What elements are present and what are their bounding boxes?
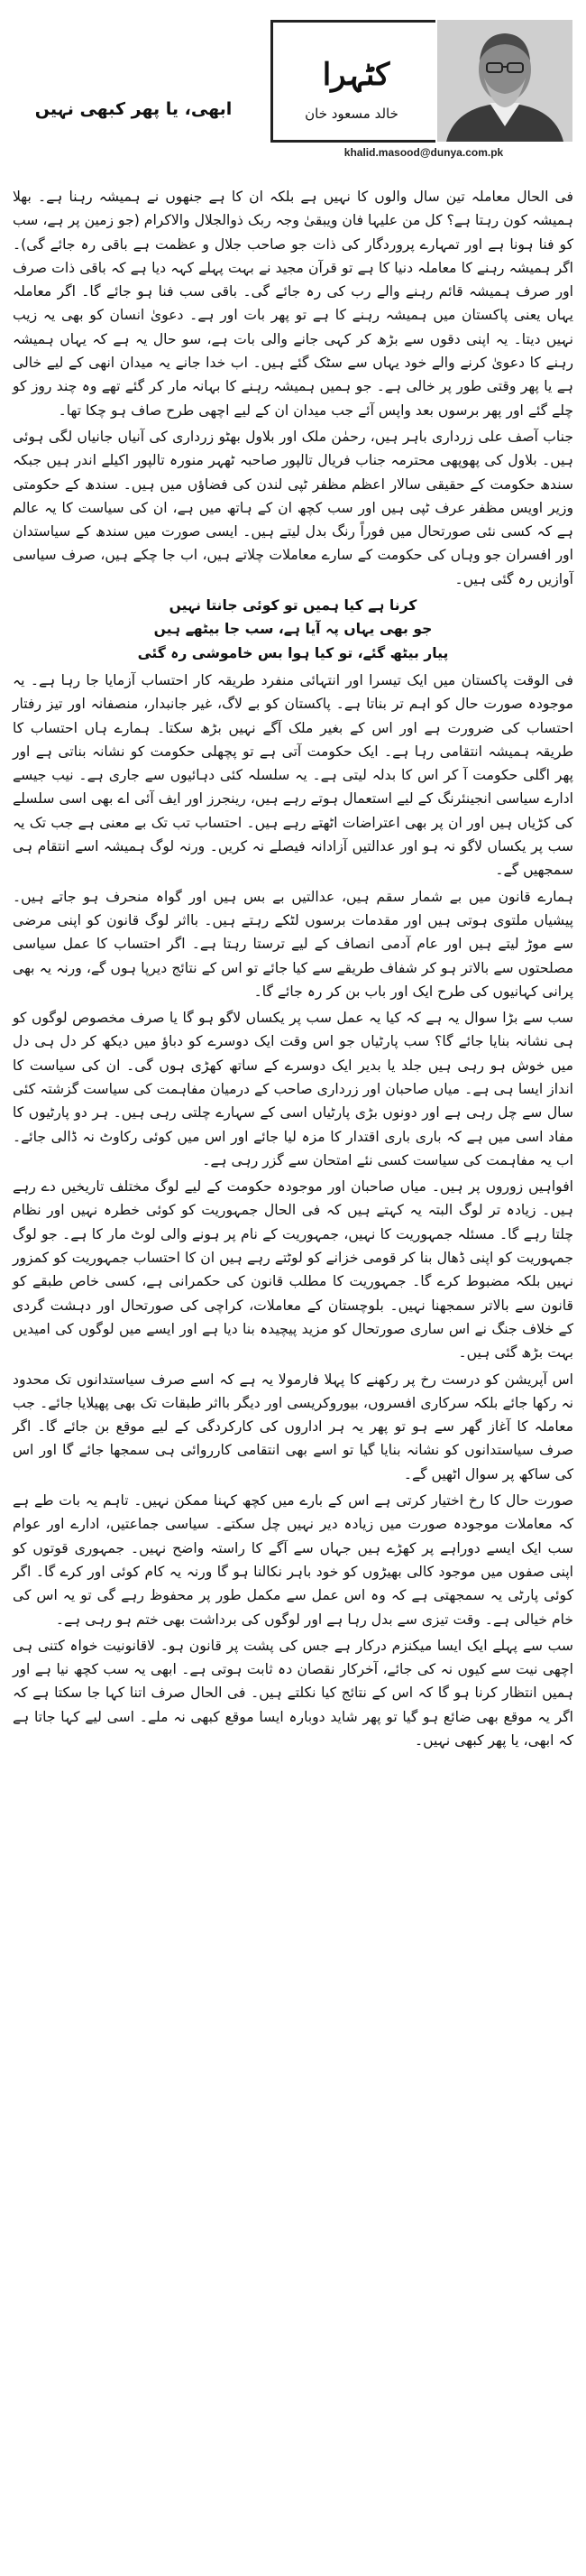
paragraph: ہمارے قانون میں بے شمار سقم ہیں، عدالتیں بے بس ہیں اور گواہ منحرف ہو جاتے ہیں۔ پیشیاں ملتوی ہوتی ہیں اور مقدمات برسوں لٹکے رہتے ہیں۔ بااثر لوگ قانون کو اپنی مرضی سے موڑ لیتے ہیں اور عام آدمی انصاف کے لیے ترستا رہتا ہے۔ اگر احتساب کا عمل سیاسی مصلحتوں سے بالاتر ہو کر شفاف طریقے سے کیا جائے تو اس کے نتائج دیرپا ہوں گے، ورنہ یہ بھی پرانی کہانیوں کی طرح ایک اور باب بن کر رہ جائے گا۔ — [13, 888, 573, 1000]
verse-block — [13, 594, 573, 665]
verse-line: کرنا ہے کیا ہمیں تو کوئی جانتا نہیں — [169, 597, 417, 614]
paragraph: اس آپریشن کو درست رخ پر رکھنے کا پہلا فارمولا یہ ہے کہ اسے صرف سیاستدانوں تک محدود نہ رکھا جائے بلکہ سرکاری افسروں، بیوروکریسی اور دیگر بااثر طبقات تک بھی پھیلایا جائے۔ جب معاملہ کا آغاز گھر سے ہو تو پھر یہ ہر اداروں کی کارکردگی کے لیے موقع بن جائے گا۔ اگر صرف سیاستدانوں کو نشانہ بنایا گیا تو اسے بھی انتقامی کارروائی ہی سمجھا جائے گا اور اس کی ساکھ پر سوال اٹھیں گے۔ — [13, 1371, 573, 1482]
writer-portrait-image — [437, 20, 572, 142]
article-body — [13, 185, 573, 1755]
paragraph: فی الحال معاملہ تین سال والوں کا نہیں ہے بلکہ ان کا ہے جنھوں نے ہمیشہ رہنا ہے۔ بھلا ہمیشہ کون رہتا ہے؟ کل من علیہا فان ویبقیٰ وجہ ربک ذوالجلال والاکرام (جو زمین پر ہے، سب کو فنا ہونا ہے اور تمہارے پروردگار کی ذات جو صاحب جلال و عظمت ہے باقی رہ جائے گی)۔ اگر ہمیشہ رہنے کا معاملہ دنیا کا ہے تو قرآن مجید نے بہت پہلے کہہ دیا ہے کہ باقی ذات صرف اور صرف ہمیشہ قائم رہنے والے رب کی رہ جائے گی۔ باقی سب فنا ہو جائے گا۔ اگر معاملہ یہاں یعنی پاکستان میں ہمیشہ رہنے کا ہے تو پھر بات اور ہے۔ دعویٰ انسان کو بھی یہ زیب نہیں دیتا۔ یہ اپنی دقوں سے بڑھ کر کہی جانے والی بات ہے، سو حال یہ ہے کہ یہاں ہمیشہ رہنے کا دعویٰ کرنے والے خود یہاں سے سٹک گئے ہیں۔ اب خدا جانے یہ میدان انھی کے لیے خالی ہے یا پھر وقتی طور پر خالی ہے۔ جو ہمیں ہمیشہ رہنے کا بہانہ مار کر گئے تھے وہ چند روز کو چلے گئے اور پھر برسوں بعد واپس آئے جب میدان ان کے لیے اچھی طرح صاف ہو چکا تھا۔ — [13, 189, 573, 419]
paragraph: صورت حال کا رخ اختیار کرتی ہے اس کے بارے میں کچھ کہنا ممکن نہیں۔ تاہم یہ بات طے ہے کہ معاملات موجودہ صورت میں زیادہ دیر نہیں چل سکتے۔ سیاسی جماعتیں، ادارے اور عوام سب ایک ایسے دوراہے پر کھڑے ہیں جہاں سے آگے کا راستہ واضح نہیں۔ جمہوری قوتوں کو اپنی صفوں میں موجود کالی بھیڑوں کو خود باہر نکالنا ہو گا ورنہ یہ کام کوئی اور کرے گا۔ اگر کوئی پارٹی یہ سمجھتی ہے کہ وہ اس عمل سے مکمل طور پر محفوظ رہے گی تو یہ اس کی خام خیالی ہے۔ وقت تیزی سے بدل رہا ہے اور لوگوں کی برداشت بھی ختم ہو رہی ہے۔ — [13, 1492, 573, 1628]
verse-line: پیار بیٹھ گئے، تو کیا ہوا بس خاموشی رہ گئی — [137, 644, 449, 661]
writer-photo — [437, 20, 572, 142]
paragraph: سب سے پہلے ایک ایسا میکنزم درکار ہے جس کی پشت پر قانون ہو۔ لاقانونیت خواہ کتنی ہی اچھی نیت سے کیوں نہ کی جائے، آخرکار نقصان دہ ثابت ہوتی ہے۔ ابھی یہ سب کچھ نیا ہے اور ہمیں انتظار کرنا ہو گا کہ اس کے نتائج کیا نکلتے ہیں۔ فی الحال صرف اتنا کہا جا سکتا ہے کہ اگر یہ موقع بھی ضائع ہو گیا تو پھر شاید دوبارہ ایسا موقع کبھی نہ ملے۔ اسی لیے کہا جاتا ہے کہ ابھی، یا پھر کبھی نہیں۔ — [13, 1637, 573, 1749]
writer-email: khalid.masood@dunya.com.pk — [343, 146, 504, 159]
paragraph: فی الوقت پاکستان میں ایک تیسرا اور انتہائی منفرد طریقہ کار احتساب آزمایا جا رہا ہے۔ یہ موجودہ صورت حال کو اہم تر بناتا ہے۔ پاکستان کو بے لاگ، غیر جانبدار، منصفانہ اور تیز رفتار احتساب کی ضرورت ہے اور اس کے بغیر ملک آگے نہیں بڑھ سکتا۔ ہمارے ہاں احتساب کا طریقہ ہمیشہ انتقامی رہا ہے۔ ایک حکومت آتی ہے تو پچھلی حکومت کو نشانہ بناتی ہے اور پھر اگلی حکومت آ کر اس کا بدلہ لیتی ہے۔ یہ سلسلہ کئی دہائیوں سے جاری ہے۔ نیب جیسے ادارے سیاسی انجینئرنگ کے لیے استعمال ہوتے رہے ہیں، رینجرز اور ایف آئی اے بھی اسی سلسلے کی کڑیاں ہیں اور ان پر بھی اعتراضات اٹھتے رہے ہیں۔ احتساب تب تک بے معنی ہے جب تک یہ سب پر یکساں لاگو نہ ہو اور عدالتیں آزادانہ فیصلے نہ کریں۔ ورنہ لوگ ہمیشہ اسے انتقام ہی سمجھیں گے۔ — [13, 671, 573, 879]
article-headline: ابھی، یا پھر کبھی نہیں — [34, 99, 233, 119]
column-masthead — [270, 20, 577, 164]
paragraph: سب سے بڑا سوال یہ ہے کہ کیا یہ عمل سب پر یکساں لاگو ہو گا یا صرف مخصوص لوگوں کو ہی نشانہ بنایا جائے گا؟ سب پارٹیاں جو اس وقت ایک دوسرے کو دباؤ میں دیکھ کر دل ہی دل میں خوش ہو رہی ہیں جلد یا بدیر ایک دوسرے کے ساتھ کھڑی ہوں گی۔ ان کی سیاست کا انداز ایسا ہی ہے۔ میاں صاحبان اور زرداری صاحب کے درمیان مفاہمت کی سیاست گزشتہ کئی سال سے چل رہی ہے اور دونوں بڑی پارٹیاں اسی کے سہارے چلتی رہی ہیں۔ ہر دو پارٹیوں کا مفاد اسی میں ہے کہ باری باری اقتدار کا مزہ لیا جائے اور اس میں کوئی رکاوٹ نہ ڈالی جائے۔ اب یہ مفاہمت کی سیاست کسی نئے امتحان سے گزر رہی ہے۔ — [13, 1010, 573, 1168]
paragraph: افواہیں زوروں پر ہیں۔ میاں صاحبان اور موجودہ حکومت کے لیے لوگ مختلف تاریخیں دے رہے ہیں۔ زیادہ تر لوگ البتہ یہ کہتے ہیں کہ فی الحال جمہوریت کو کوئی خطرہ نہیں اور نظام چلتا رہے گا۔ مسئلہ جمہوریت کا نہیں، جمہوریت کے نام پر ہونے والی لوٹ مار کا ہے۔ جو لوگ جمہوریت کو اپنی ڈھال بنا کر قومی خزانے کو لوٹتے رہے ہیں ان کا احتساب جمہوریت کو کمزور نہیں بلکہ مضبوط کرے گا۔ جمہوریت کا مطلب قانون کی حکمرانی ہے، کسی خاص طبقے کو قانون سے بالاتر سمجھنا نہیں۔ بلوچستان کے معاملات، کراچی کی صورتحال اور دہشت گردی کے خلاف جنگ نے اس ساری صورتحال کو مزید پیچیدہ بنا دیا ہے اور ایسے میں لوگوں کی امیدیں بہت بڑھ گئی ہیں۔ — [13, 1178, 573, 1362]
column-title: کٹہرا — [322, 57, 390, 93]
writer-name: خالد مسعود خان — [305, 106, 398, 122]
paragraph: جناب آصف علی زرداری باہر ہیں، رحمٰن ملک اور بلاول بھٹو زرداری کی آنیاں جانیاں لگی ہوئی ہیں۔ بلاول کی پھوپھی محترمہ جناب فریال تالپور صاحبہ ٹھہر منورہ تالپور اکیلے اندر ہیں جبکہ سندھ حکومت کے حقیقی سالار اعظم مظفر ٹپی لندن کی فضاؤں میں ہیں۔ سندھ کے حکومتی وزیر اویس مظفر عرف ٹپی ہیں اور سب کچھ ان کے ہاتھ میں ہے، ان کی سیاست کا یہ عالم ہے کہ کسی نئی صورتحال میں فوراً رنگ بدل لیتے ہیں۔ ایسی صورت میں سندھ کے سیاستدان اور افسران جو وہاں کی حکومت کے سارے معاملات چلاتے ہیں، اب جا چکے ہیں، صرف سیاسی آوازیں رہ گئی ہیں۔ — [13, 428, 573, 587]
column-header — [0, 0, 586, 180]
verse-line: جو بھی یہاں پہ آیا ہے، سب جا بیٹھے ہیں — [153, 621, 433, 638]
